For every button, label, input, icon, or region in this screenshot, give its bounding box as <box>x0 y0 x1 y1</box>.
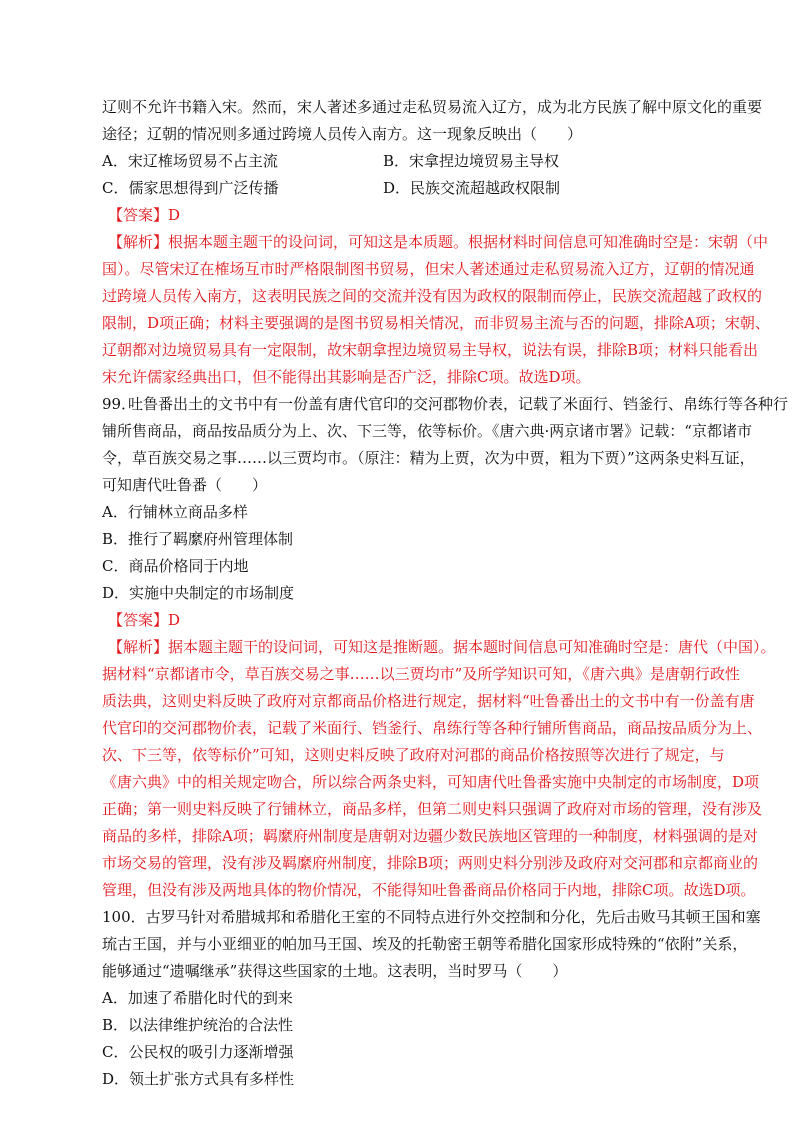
q98-option-b: B．宋拿捏边境贸易主导权 <box>383 152 560 170</box>
q99-analysis-line-5: 次、下三等，依等标价”可知，这则史料反映了政府对河郡的商品价格按照等次进行了规定，与 <box>102 746 725 764</box>
q98-option-a: A．宋辽榷场贸易不占主流 <box>102 152 278 170</box>
q99-analysis-line-3: 质法典，这则史料反映了政府对京都商品价格进行规定，据材料“吐鲁番出土的文书中有一份盖有唐 <box>102 692 755 710</box>
q98-analysis-line-1: 【解析】根据本题主题干的设问词，可知这是本质题。根据材料时间信息可知准确时空是：宋朝（中 <box>108 233 769 251</box>
q99-analysis-line-6: 《唐六典》中的相关规定吻合，所以综合两条史料，可知唐代吐鲁番实施中央制定的市场制度，D项 <box>102 773 760 791</box>
q99-stem-line-2: 铺所售商品，商品按品质分为上、次、下三等，依等标价。《唐六典·两京诸市署》记载：“京都诸市 <box>102 422 752 440</box>
q98-option-d: D．民族交流超越政权限制 <box>383 179 561 197</box>
q100-stem-line-2: 琉古王国，并与小亚细亚的帕加马王国、埃及的托勒密王朝等希腊化国家形成特殊的“依附”关系， <box>102 935 748 953</box>
q99-analysis-line-8: 商品的多样，排除A项；羁縻府州制度是唐朝对边疆少数民族地区管理的一种制度，材料强调的是对 <box>102 827 758 845</box>
q99-analysis-line-9: 市场交易的管理，没有涉及羁縻府州制度，排除B项；两则史料分别涉及政府对交河郡和京都商业的 <box>102 854 759 872</box>
q98-answer: 【答案】D <box>108 206 181 224</box>
q99-option-d: D．实施中央制定的市场制度 <box>102 584 295 602</box>
q100-option-c: C．公民权的吸引力逐渐增强 <box>102 1043 294 1061</box>
q98-analysis-line-2: 国）。尽管宋辽在榷场互市时严格限制图书贸易，但宋人著述通过走私贸易流入辽方，辽朝的情况通 <box>102 260 755 278</box>
q98-analysis-line-3: 过跨境人员传入南方，这表明民族之间的交流并没有因为政权的限制而停止，民族交流超越了政权的 <box>102 287 763 305</box>
q99-stem-line-4: 可知唐代吐鲁番（ ） <box>102 476 268 494</box>
q98-stem-line-1: 辽则不允许书籍入宋。然而，宋人著述多通过走私贸易流入辽方，成为北方民族了解中原文化的重要 <box>102 98 763 116</box>
q99-analysis-line-1: 【解析】据本题主题干的设问词，可知这是推断题。据本题时间信息可知准确时空是：唐代（中国）。 <box>108 638 776 656</box>
q98-analysis-line-5: 辽朝都对边境贸易具有一定限制，故宋朝拿捏边境贸易主导权，说法有误，排除B项；材料只能看出 <box>102 341 759 359</box>
q100-option-d: D．领土扩张方式具有多样性 <box>102 1070 295 1088</box>
q98-analysis-line-6: 宋允许儒家经典出口，但不能得出其影响是否广泛，排除C项。故选D项。 <box>102 368 591 386</box>
q100-option-a: A．加速了希腊化时代的到来 <box>102 989 293 1007</box>
q98-stem-line-2: 途径；辽朝的情况则多通过跨境人员传入南方。这一现象反映出（ ） <box>102 125 583 143</box>
q98-option-c: C．儒家思想得到广泛传播 <box>102 179 279 197</box>
q99-stem-line-3: 令，草百族交易之事……以三贾均市。（原注：精为上贾，次为中贾，粗为下贾）”这两条史料互证， <box>102 449 755 467</box>
q100-stem-line-1: 100．古罗马针对希腊城邦和希腊化王室的不同特点进行外交控制和分化，先后击败马其顿王国和塞 <box>102 908 761 926</box>
q99-analysis-line-4: 代官印的交河郡物价表，记载了米面行、铛釜行、帛练行等各种行铺所售商品，商品按品质分为上、 <box>102 719 763 737</box>
q99-stem-line-1: 吐鲁番出土的文书中有一份盖有唐代官印的交河郡物价表，记载了米面行、铛釜行、帛练行等各种行 <box>128 395 789 413</box>
q99-number: 99． <box>102 395 137 413</box>
q99-analysis-line-7: 正确；第一则史料反映了行铺林立，商品多样，但第二则史料只强调了政府对市场的管理，没有涉及 <box>102 800 763 818</box>
q98-analysis-line-4: 限制，D项正确；材料主要强调的是图书贸易相关情况，而非贸易主流与否的问题，排除A项；宋朝、 <box>102 314 770 332</box>
q99-analysis-line-2: 据材料“京都诸市令，草百族交易之事……以三贾均市”及所学知识可知，《唐六典》是唐朝行政性 <box>102 665 740 683</box>
q100-option-b: B．以法律维护统治的合法性 <box>102 1016 294 1034</box>
q99-option-c: C．商品价格同于内地 <box>102 557 249 575</box>
q99-answer: 【答案】D <box>108 611 181 629</box>
q99-analysis-line-10: 管理，但没有涉及两地具体的物价情况，不能得知吐鲁番商品价格同于内地，排除C项。故选D项。 <box>102 881 756 899</box>
q99-option-b: B．推行了羁縻府州管理体制 <box>102 530 294 548</box>
q99-option-a: A．行铺林立商品多样 <box>102 503 248 521</box>
q100-stem-line-3: 能够通过“遗嘱继承”获得这些国家的土地。这表明，当时罗马（ ） <box>102 962 568 980</box>
